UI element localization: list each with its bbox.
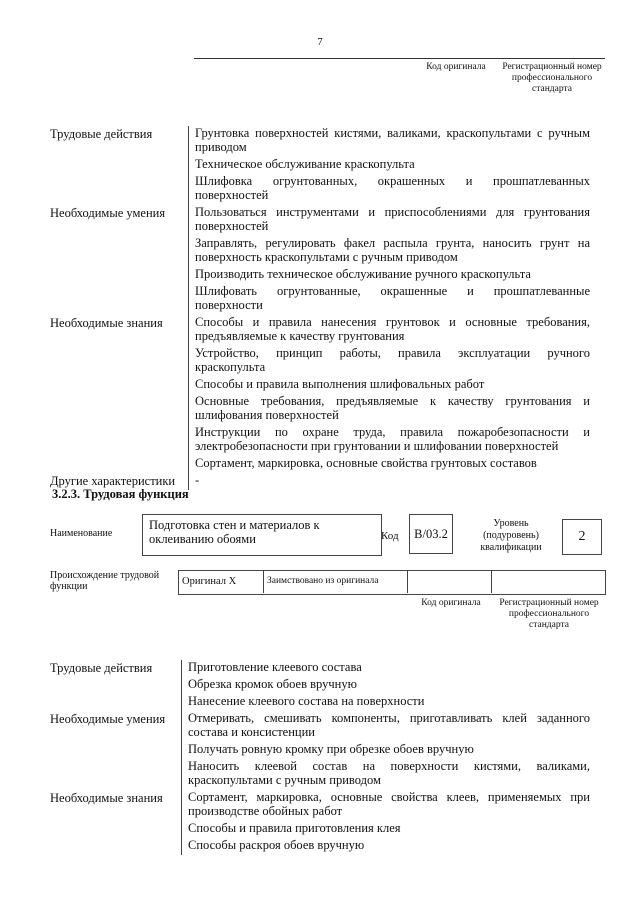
list-item: Грунтовка поверхностей кистями, валиками, краскопультами с ручным приводом: [195, 126, 590, 154]
origin-cell-divider: [491, 570, 492, 593]
list-item: Основные требования, предъявляемые к качеству грунтования и шлифования поверхностей: [195, 394, 590, 422]
code-label: Код: [381, 530, 399, 542]
list-item: Инструкции по охране труда, правила пожаробезопасности и электробезопасности при грунтовании и шлифовании поверхностей: [195, 425, 590, 453]
list-item: Шлифовать огрунтованные, окрашенные и прошпатлеванные поверхности: [195, 284, 590, 312]
level-label: Уровень (подуровень) квалификации: [480, 518, 542, 553]
table-row: [50, 660, 590, 711]
table-row: [50, 790, 590, 855]
table-row: [50, 711, 590, 790]
list-item: Наносить клеевой состав на поверхности кистями, валиками, краскопультами с ручным приводом: [188, 759, 590, 787]
list-item: Приготовление клеевого состава: [188, 660, 362, 674]
row-items: [181, 711, 590, 790]
list-item: Способы раскроя обоев вручную: [188, 838, 365, 852]
registration-number-label-2: Регистрационный номер профессионального стандарта: [499, 598, 599, 630]
list-item: Обрезка кромок обоев вручную: [188, 677, 357, 691]
registration-number-label: Регистрационный номер профессионального стандарта: [502, 62, 602, 94]
list-item: -: [195, 473, 200, 487]
list-item: Сортамент, маркировка, основные свойства клеев, применяемых при производстве обойных работ: [188, 790, 590, 818]
page-number: 7: [317, 36, 323, 48]
table-row: [50, 126, 590, 205]
row-label: Необходимые знания: [50, 316, 163, 330]
list-item: Устройство, принцип работы, правила эксплуатации ручного краскопульта: [195, 346, 590, 374]
code-original-label: Код оригинала: [426, 62, 486, 72]
section-title: 3.2.3. Трудовая функция: [52, 487, 189, 501]
origin-borrowed-cell: Заимствовано из оригинала: [264, 570, 408, 593]
row-items: [181, 660, 590, 711]
list-item: Шлифовка огрунтованных, окрашенных и прошпатлеванных поверхностей: [195, 174, 590, 202]
list-item: Способы и правила приготовления клея: [188, 821, 401, 835]
list-item: Сортамент, маркировка, основные свойства грунтовых составов: [195, 456, 537, 470]
row-label: Необходимые знания: [50, 791, 163, 805]
function-name-field: Подготовка стен и материалов к оклеиванию обоями: [142, 514, 382, 556]
list-item: Производить техническое обслуживание ручного краскопульта: [195, 267, 531, 281]
row-label: Необходимые умения: [50, 712, 166, 726]
list-item: Заправлять, регулировать факел распыла грунта, наносить грунт на поверхность краскопультами с ручным приводом: [195, 236, 590, 264]
list-item: Пользоваться инструментами и приспособлениями для грунтования поверхностей: [195, 205, 590, 233]
code-value-field: B/03.2: [409, 514, 453, 554]
row-items: [181, 790, 590, 855]
name-label: Наименование: [50, 528, 113, 539]
code-original-label-2: Код оригинала: [421, 598, 481, 608]
row-label: Трудовые действия: [50, 661, 153, 675]
row-items: [188, 126, 590, 205]
list-item: Получать ровную кромку при обрезке обоев вручную: [188, 742, 474, 756]
row-label: Трудовые действия: [50, 127, 153, 141]
origin-label: Происхождение трудовой функции: [50, 570, 160, 592]
row-label: Другие характеристики: [50, 474, 176, 488]
list-item: Способы и правила выполнения шлифовальных работ: [195, 377, 485, 391]
list-item: Техническое обслуживание краскопульта: [195, 157, 415, 171]
row-label: Необходимые умения: [50, 206, 166, 220]
list-item: Отмеривать, смешивать компоненты, приготавливать клей заданного состава и консистенции: [188, 711, 590, 739]
list-item: Нанесение клеевого состава на поверхности: [188, 694, 425, 708]
list-item: Способы и правила нанесения грунтовок и основные требования, предъявляемые к качеству грунтования: [195, 315, 590, 343]
labor-function-details-2: [50, 660, 590, 855]
row-items: [188, 315, 590, 473]
level-value-field: 2: [562, 519, 602, 555]
labor-function-details-1: [50, 126, 590, 490]
origin-original-cell: Оригинал X: [178, 570, 264, 593]
table-row: [50, 205, 590, 315]
table-row: [50, 315, 590, 473]
row-items: [188, 473, 590, 490]
row-items: [188, 205, 590, 315]
header-rule: [194, 58, 605, 59]
